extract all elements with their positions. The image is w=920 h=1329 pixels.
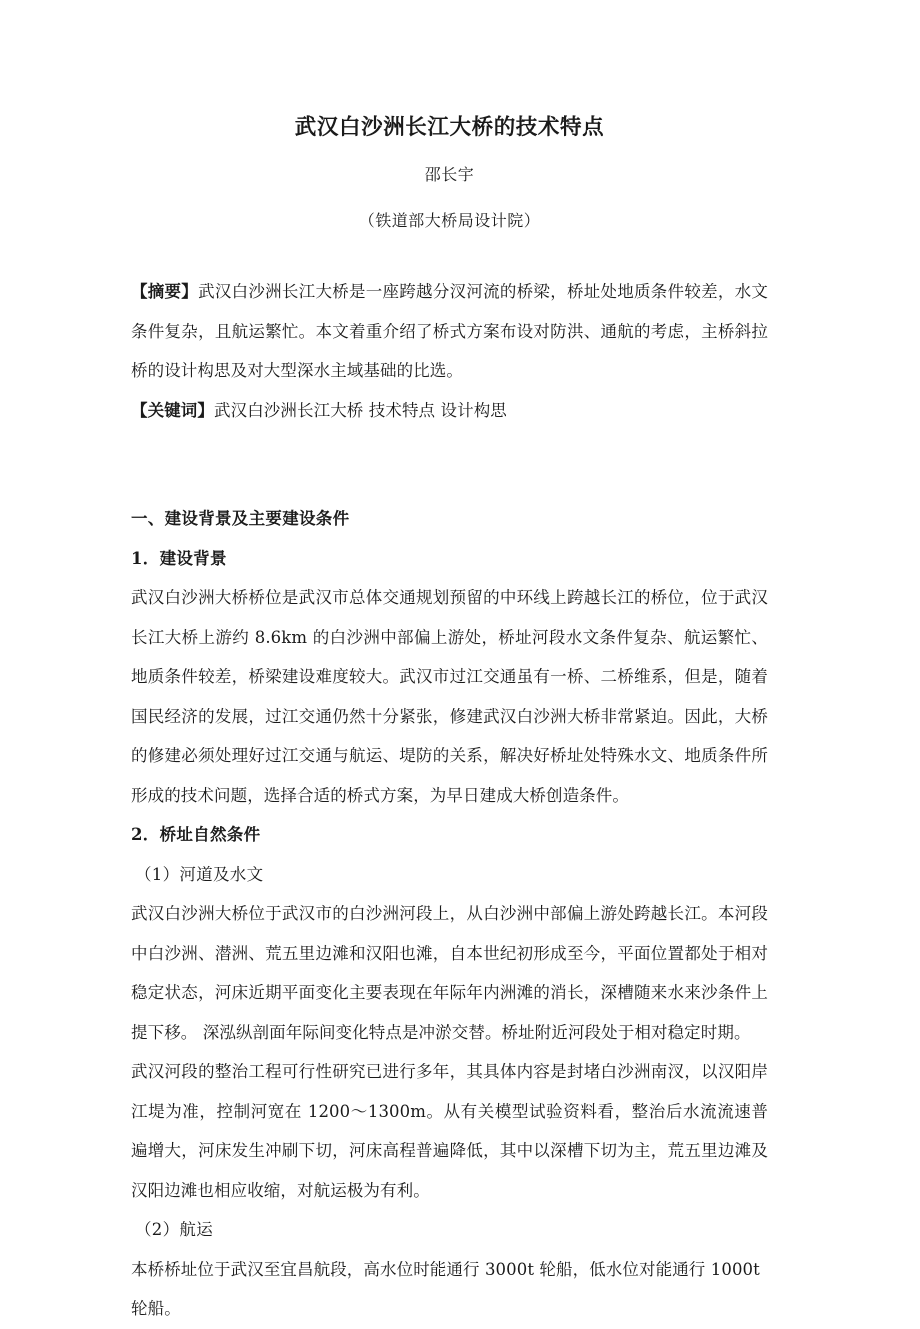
page-title: 武汉白沙洲长江大桥的技术特点 [294, 115, 605, 140]
section-heading-1: 一、建设背景及主要建设条件 [131, 509, 350, 529]
item-heading-2: （2）航运 [135, 1220, 213, 1240]
body-paragraph: 武汉白沙洲大桥桥位是武汉市总体交通规划预留的中环线上跨越长江的桥位，位于武汉长江大桥上游约 8.6km 的白沙洲中部偏上游处，桥址河段水文条件复杂、航运繁忙、地质条件较差，桥梁建设难度较大。武汉市过江交通虽有一桥、二桥维系，但是，随着国民经济的发展，过江交通仍然十分紧张，修建武汉白沙洲大桥非常紧迫。因此，大桥的修建必须处理好过江交通与航运、堤防的关系，解决好桥址处特殊水文、地质条件所形成的技术问题，选择合适的桥式方案，为早日建成大桥创造条件。 [131, 588, 768, 805]
author-name: 邵长宇 [424, 164, 475, 184]
keywords-text: 武汉白沙洲长江大桥 技术特点 设计构思 [214, 400, 507, 420]
abstract-paragraph [131, 272, 768, 391]
body-paragraph: 武汉河段的整治工程可行性研究已进行多年，其具体内容是封堵白沙洲南汊，以汉阳岸江堤为准，控制河宽在 1200～1300m。从有关模型试验资料看，整治后水流流速普遍增大，河床发生冲刷下切，河床高程普遍降低，其中以深槽下切为主，荒五里边滩及汉阳边滩也相应收缩，对航运极为有利。 [131, 1062, 768, 1200]
abstract-text: 武汉白沙洲长江大桥是一座跨越分汊河流的桥梁，桥址处地质条件较差，水文条件复杂，且航运繁忙。本文着重介绍了桥式方案布设对防洪、通航的考虑，主桥斜拉桥的设计构思及对大型深水主域基础的比选。 [131, 282, 768, 381]
body-paragraph: 武汉白沙洲大桥位于武汉市的白沙洲河段上，从白沙洲中部偏上游处跨越长江。本河段中白沙洲、潜洲、荒五里边滩和汉阳也滩，自本世纪初形成至今，平面位置都处于相对稳定状态，河床近期平面变化主要表现在年际年内洲滩的消长，深槽随来水来沙条件上提下移。 深泓纵剖面年际间变化特点是冲淤交替。桥址附近河段处于相对稳定时期。 [131, 904, 768, 1042]
body-paragraph: 本桥桥址位于武汉至宜昌航段，高水位时能通行 3000t 轮船，低水位对能通行 1000t 轮船。 [131, 1259, 760, 1319]
abstract-label: 【摘要】 [131, 282, 199, 302]
abstract-block [131, 272, 768, 430]
subsection-heading-1-1: 1．建设背景 [131, 548, 227, 568]
keywords-paragraph [131, 391, 768, 431]
author-affiliation: （铁道部大桥局设计院） [358, 210, 541, 230]
keywords-label: 【关键词】 [131, 400, 214, 420]
subsection-heading-1-2: 2．桥址自然条件 [131, 825, 261, 845]
item-heading-1: （1）河道及水文 [135, 864, 264, 884]
document-content-column [131, 0, 768, 1329]
